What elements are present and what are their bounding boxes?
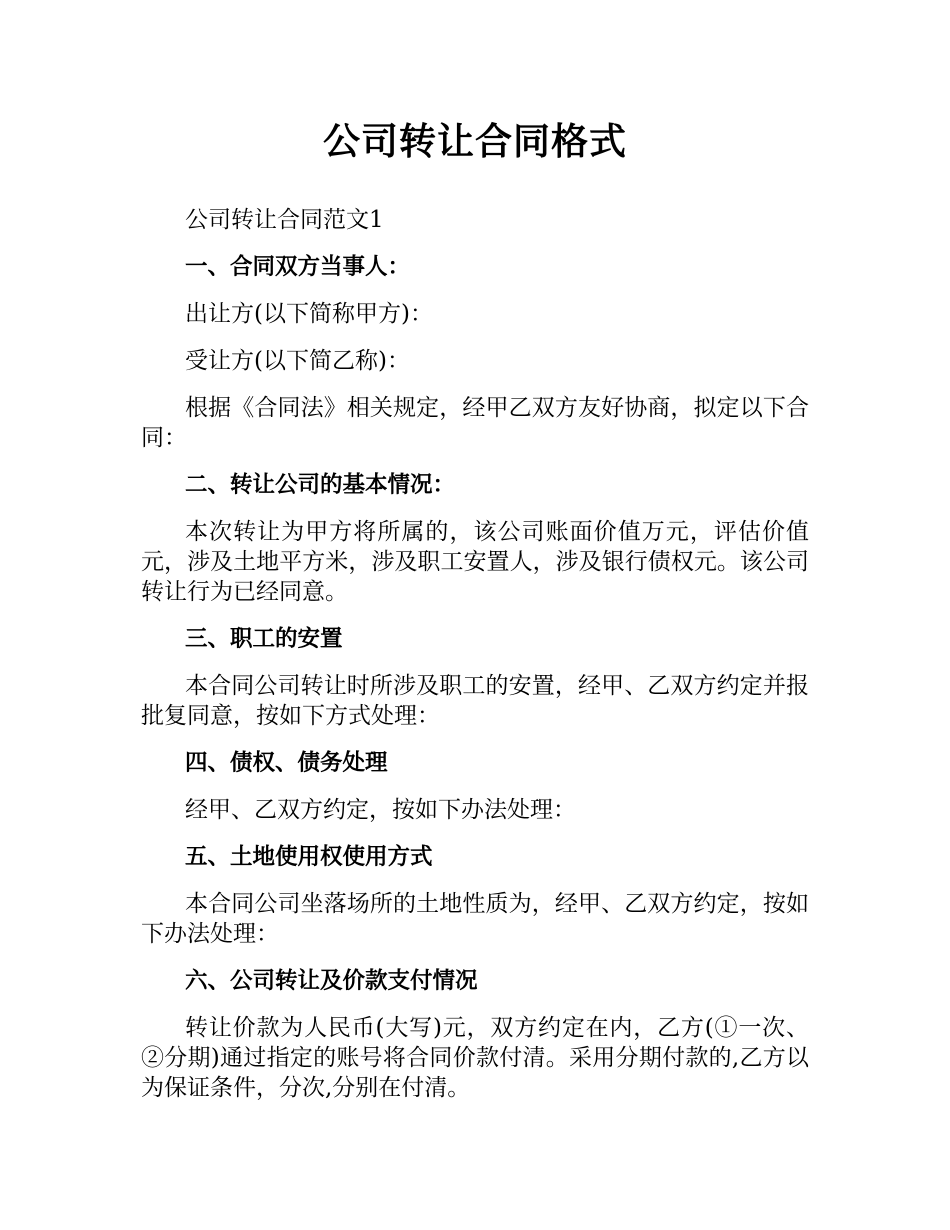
section-heading-staff: 三、职工的安置 — [185, 626, 343, 652]
section-heading-company-info: 二、转让公司的基本情况： — [185, 472, 456, 498]
paragraph-company-info: 本次转让为甲方将所属的，该公司账面价值万元，评估价值元，涉及土地平方米，涉及职工安置人，涉及银行债权元。该公司转让行为已经同意。 — [141, 519, 809, 605]
section-heading-payment: 六、公司转让及价款支付情况 — [185, 968, 478, 994]
section-heading-parties: 一、合同双方当事人： — [185, 254, 411, 280]
paragraph-transferee: 受让方(以下简乙称)： — [185, 348, 410, 374]
section-heading-debts: 四、债权、债务处理 — [185, 750, 388, 776]
paragraph-payment: 转让价款为人民币(大写)元，双方约定在内，乙方(①一次、②分期)通过指定的账号将合同价款付清。采用分期付款的,乙方以为保证条件，分次,分别在付清。 — [141, 1015, 809, 1101]
document-title: 公司转让合同格式 — [323, 120, 627, 163]
paragraph-sample-label: 公司转让合同范文1 — [185, 207, 384, 233]
paragraph-staff: 本合同公司转让时所涉及职工的安置，经甲、乙双方约定并报批复同意，按如下方式处理： — [141, 673, 809, 729]
document-body — [141, 205, 809, 1120]
paragraph-land: 本合同公司坐落场所的土地性质为，经甲、乙双方约定，按如下办法处理： — [141, 891, 809, 947]
paragraph-transferor: 出让方(以下简称甲方)： — [185, 301, 433, 327]
paragraph-debts: 经甲、乙双方约定，按如下办法处理： — [185, 797, 576, 823]
section-heading-land: 五、土地使用权使用方式 — [185, 844, 433, 870]
paragraph-basis: 根据《合同法》相关规定，经甲乙双方友好协商，拟定以下合同： — [141, 395, 809, 451]
